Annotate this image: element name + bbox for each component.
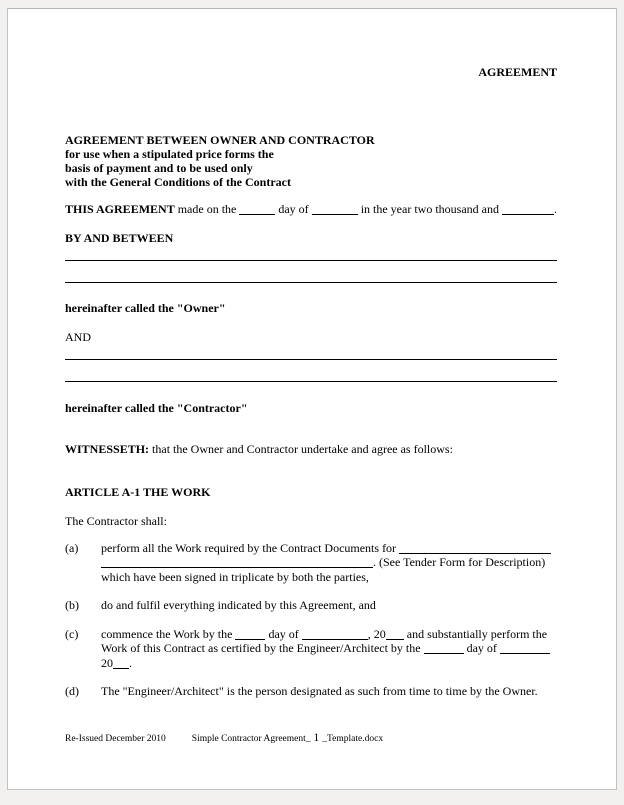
clause-a-line-2 bbox=[101, 555, 557, 570]
clause-c-text-2: day of bbox=[265, 626, 302, 641]
date-line-text-1: made on the bbox=[174, 201, 240, 216]
commence-year-blank bbox=[386, 629, 404, 640]
perform-year-blank bbox=[113, 658, 129, 669]
clause-c-label: (c) bbox=[65, 626, 79, 641]
contractor-shall-line: The Contractor shall: bbox=[65, 514, 167, 528]
footer-filename-suffix: _Template.docx bbox=[322, 734, 384, 744]
document-page bbox=[7, 8, 617, 790]
clause-a-line-1 bbox=[101, 541, 551, 555]
title-block bbox=[65, 133, 557, 189]
clause-c-text-7: 20 bbox=[101, 655, 113, 670]
clause-c-text-6: day of bbox=[463, 641, 500, 655]
witnesseth-text: that the Owner and Contractor undertake and agree as follows: bbox=[149, 442, 453, 456]
date-line-period: . bbox=[554, 201, 557, 216]
witnesseth-label: WITNESSETH: bbox=[65, 442, 150, 456]
clause-d bbox=[65, 684, 557, 699]
witnesseth-line bbox=[65, 442, 557, 457]
clause-a bbox=[65, 541, 557, 585]
commence-day-blank bbox=[235, 629, 265, 640]
clause-c bbox=[65, 627, 557, 671]
owner-caption: hereinafter called the "Owner" bbox=[65, 300, 226, 315]
owner-name-line-2 bbox=[65, 282, 557, 283]
by-and-between-heading: BY AND BETWEEN bbox=[65, 231, 174, 245]
clause-c-text-3: , 20 bbox=[367, 626, 386, 641]
clause-a-text-3: which have been signed in triplicate by both the parties, bbox=[101, 569, 369, 584]
clause-b bbox=[65, 598, 557, 613]
clause-a-body bbox=[101, 541, 557, 585]
clause-a-text-1: perform all the Work required by the Contract Documents for bbox=[101, 540, 400, 555]
document-header-label: AGREEMENT bbox=[478, 65, 557, 79]
clause-a-label: (a) bbox=[65, 540, 79, 555]
footer-filename bbox=[192, 734, 383, 744]
clause-b-body: do and fulfil everything indicated by this Agreement, and bbox=[101, 598, 376, 612]
footer-page-number: 1 bbox=[313, 732, 320, 744]
clause-b-label: (b) bbox=[65, 598, 79, 612]
contractor-caption: hereinafter called the "Contractor" bbox=[65, 400, 248, 415]
work-description-blank-1 bbox=[399, 543, 551, 554]
clause-c-line-3 bbox=[101, 656, 557, 671]
title-line-3: basis of payment and to be used only bbox=[65, 160, 253, 175]
date-line-text-3: in the year two thousand and bbox=[357, 201, 502, 216]
and-label: AND bbox=[65, 330, 91, 344]
title-line-2: for use when a stipulated price forms the bbox=[65, 146, 274, 161]
title-line-1: AGREEMENT BETWEEN OWNER AND CONTRACTOR bbox=[65, 132, 375, 147]
clause-c-text-4: and substantially perform the bbox=[403, 626, 548, 641]
perform-month-blank bbox=[500, 643, 550, 654]
footer-reissue-date: Re-Issued December 2010 bbox=[65, 734, 166, 744]
clause-a-line-3 bbox=[101, 570, 557, 585]
this-agreement-label: THIS AGREEMENT bbox=[65, 201, 175, 216]
year-fill-in-blank bbox=[502, 204, 554, 215]
clause-c-text-5: Work of this Contract as certified by the Engineer/Architect by the bbox=[101, 641, 424, 655]
page-footer bbox=[8, 732, 616, 745]
owner-name-line-1 bbox=[65, 260, 557, 261]
clause-c-body bbox=[101, 627, 557, 671]
agreement-date-line bbox=[65, 202, 557, 217]
day-fill-in-blank bbox=[239, 204, 275, 215]
date-line-text-2: day of bbox=[275, 201, 312, 216]
clause-a-text-2: . (See Tender Form for Description) bbox=[373, 555, 546, 569]
clause-c-text-1: commence the Work by the bbox=[101, 626, 236, 641]
perform-day-blank bbox=[424, 643, 464, 654]
footer-filename-prefix: Simple Contractor Agreement_ bbox=[191, 734, 311, 744]
contractor-name-line-1 bbox=[65, 359, 557, 360]
clause-c-line-1 bbox=[101, 627, 547, 641]
work-description-blank-2 bbox=[101, 557, 373, 568]
month-fill-in-blank bbox=[312, 204, 358, 215]
article-a1-heading: ARTICLE A-1 THE WORK bbox=[65, 484, 211, 499]
commence-month-blank bbox=[302, 629, 368, 640]
clause-c-text-8: . bbox=[129, 655, 132, 670]
clause-d-body: The "Engineer/Architect" is the person designated as such from time to time by the Owner. bbox=[101, 684, 538, 698]
clause-c-line-2 bbox=[101, 641, 557, 656]
title-line-4: with the General Conditions of the Contract bbox=[65, 174, 291, 189]
contractor-name-line-2 bbox=[65, 381, 557, 382]
clause-d-label: (d) bbox=[65, 684, 79, 698]
